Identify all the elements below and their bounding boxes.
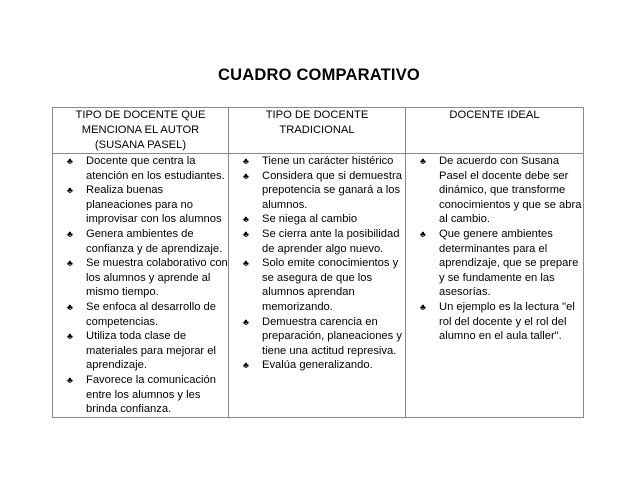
list-item-text: Evalúa generalizando. bbox=[262, 359, 373, 372]
club-bullet-icon: ♣ bbox=[67, 156, 73, 166]
list-item-text: Tiene un carácter histérico bbox=[262, 155, 394, 167]
header-line: MENCIONA EL AUTOR bbox=[81, 124, 200, 136]
list-item bbox=[229, 358, 405, 373]
list-item-text: Realiza buenas planeaciones para no improvisar con los alumnos bbox=[86, 184, 222, 226]
bullet-list-ideal bbox=[406, 154, 583, 344]
header-line: DOCENTE IDEAL bbox=[449, 109, 540, 121]
bullet-list-autor bbox=[53, 154, 228, 417]
header-line: (SUSANA PASEL) bbox=[94, 139, 187, 151]
club-bullet-icon: ♣ bbox=[243, 156, 249, 166]
list-item-text: Se niega al cambio bbox=[262, 213, 358, 226]
table-body bbox=[53, 154, 584, 418]
table-row bbox=[53, 154, 584, 418]
list-item-text: Demuestra carencia en preparación, planeaciones y tiene una actitud represiva. bbox=[262, 315, 402, 357]
list-item bbox=[53, 329, 228, 373]
list-item bbox=[229, 212, 405, 227]
list-item-text: Utiliza toda clase de materiales para mejorar el aprendizaje. bbox=[86, 330, 216, 372]
club-bullet-icon: ♣ bbox=[243, 258, 249, 269]
club-bullet-icon: ♣ bbox=[67, 374, 73, 385]
club-bullet-icon: ♣ bbox=[67, 258, 73, 269]
list-item bbox=[53, 183, 228, 227]
list-item bbox=[53, 373, 228, 417]
header-line: TIPO DE DOCENTE QUE bbox=[75, 109, 206, 121]
list-item-text: Considera que si demuestra prepotencia se ganará a los alumnos. bbox=[262, 169, 402, 211]
list-item bbox=[406, 300, 583, 344]
club-bullet-icon: ♣ bbox=[243, 214, 249, 225]
list-item-text: Un ejemplo es la lectura "el rol del docente y el rol del alumno en el aula taller". bbox=[439, 300, 575, 343]
list-item-text: De acuerdo con Susana Pasel el docente debe ser dinámico, que transforme conocimientos y que se abra al cambio. bbox=[439, 155, 582, 226]
club-bullet-icon: ♣ bbox=[243, 360, 249, 371]
club-bullet-icon: ♣ bbox=[420, 301, 426, 312]
list-item-text: Se muestra colaborativo con los alumnos y aprende al mismo tiempo. bbox=[86, 257, 228, 299]
list-item bbox=[229, 227, 405, 256]
club-bullet-icon: ♣ bbox=[243, 316, 249, 327]
list-item bbox=[229, 169, 405, 213]
list-item bbox=[229, 315, 405, 359]
column-header-ideal bbox=[406, 108, 584, 154]
list-item bbox=[229, 154, 405, 169]
list-item bbox=[53, 256, 228, 300]
cell-ideal bbox=[406, 154, 584, 418]
list-item bbox=[53, 227, 228, 256]
list-item bbox=[406, 154, 583, 227]
table-header bbox=[53, 108, 584, 154]
club-bullet-icon: ♣ bbox=[67, 331, 73, 342]
list-item bbox=[53, 154, 228, 183]
page-title: CUADRO COMPARATIVO bbox=[218, 66, 420, 84]
list-item-text: Se enfoca al desarrollo de competencias. bbox=[86, 300, 216, 328]
header-line: TIPO DE DOCENTE bbox=[265, 109, 369, 121]
club-bullet-icon: ♣ bbox=[243, 170, 249, 181]
list-item bbox=[53, 300, 228, 329]
club-bullet-icon: ♣ bbox=[67, 185, 73, 196]
list-item-text: Se cierra ante la posibilidad de aprender algo nuevo. bbox=[262, 227, 400, 255]
header-row bbox=[53, 108, 584, 154]
column-header-tradicional bbox=[229, 108, 406, 154]
list-item-text: Solo emite conocimientos y se asegura de que los alumnos aprendan memorizando. bbox=[262, 257, 399, 313]
cell-autor bbox=[53, 154, 229, 418]
header-line: TRADICIONAL bbox=[279, 124, 355, 136]
bullet-list-tradicional bbox=[229, 154, 405, 373]
list-item-text: Genera ambientes de confianza y de aprendizaje. bbox=[86, 227, 223, 255]
column-header-autor bbox=[53, 108, 229, 154]
list-item-text: Que genere ambientes determinantes para el aprendizaje, que se prepare y se fundamente en las asesorías. bbox=[439, 227, 579, 299]
club-bullet-icon: ♣ bbox=[420, 156, 426, 166]
list-item-text: Favorece la comunicación entre los alumnos y les brinda confianza. bbox=[86, 373, 216, 416]
comparison-table bbox=[52, 107, 584, 418]
list-item bbox=[406, 227, 583, 300]
club-bullet-icon: ♣ bbox=[243, 228, 249, 239]
list-item bbox=[229, 256, 405, 314]
club-bullet-icon: ♣ bbox=[67, 228, 73, 239]
club-bullet-icon: ♣ bbox=[67, 301, 73, 312]
cell-tradicional bbox=[229, 154, 406, 418]
club-bullet-icon: ♣ bbox=[420, 228, 426, 239]
list-item-text: Docente que centra la atención en los estudiantes. bbox=[86, 155, 225, 182]
